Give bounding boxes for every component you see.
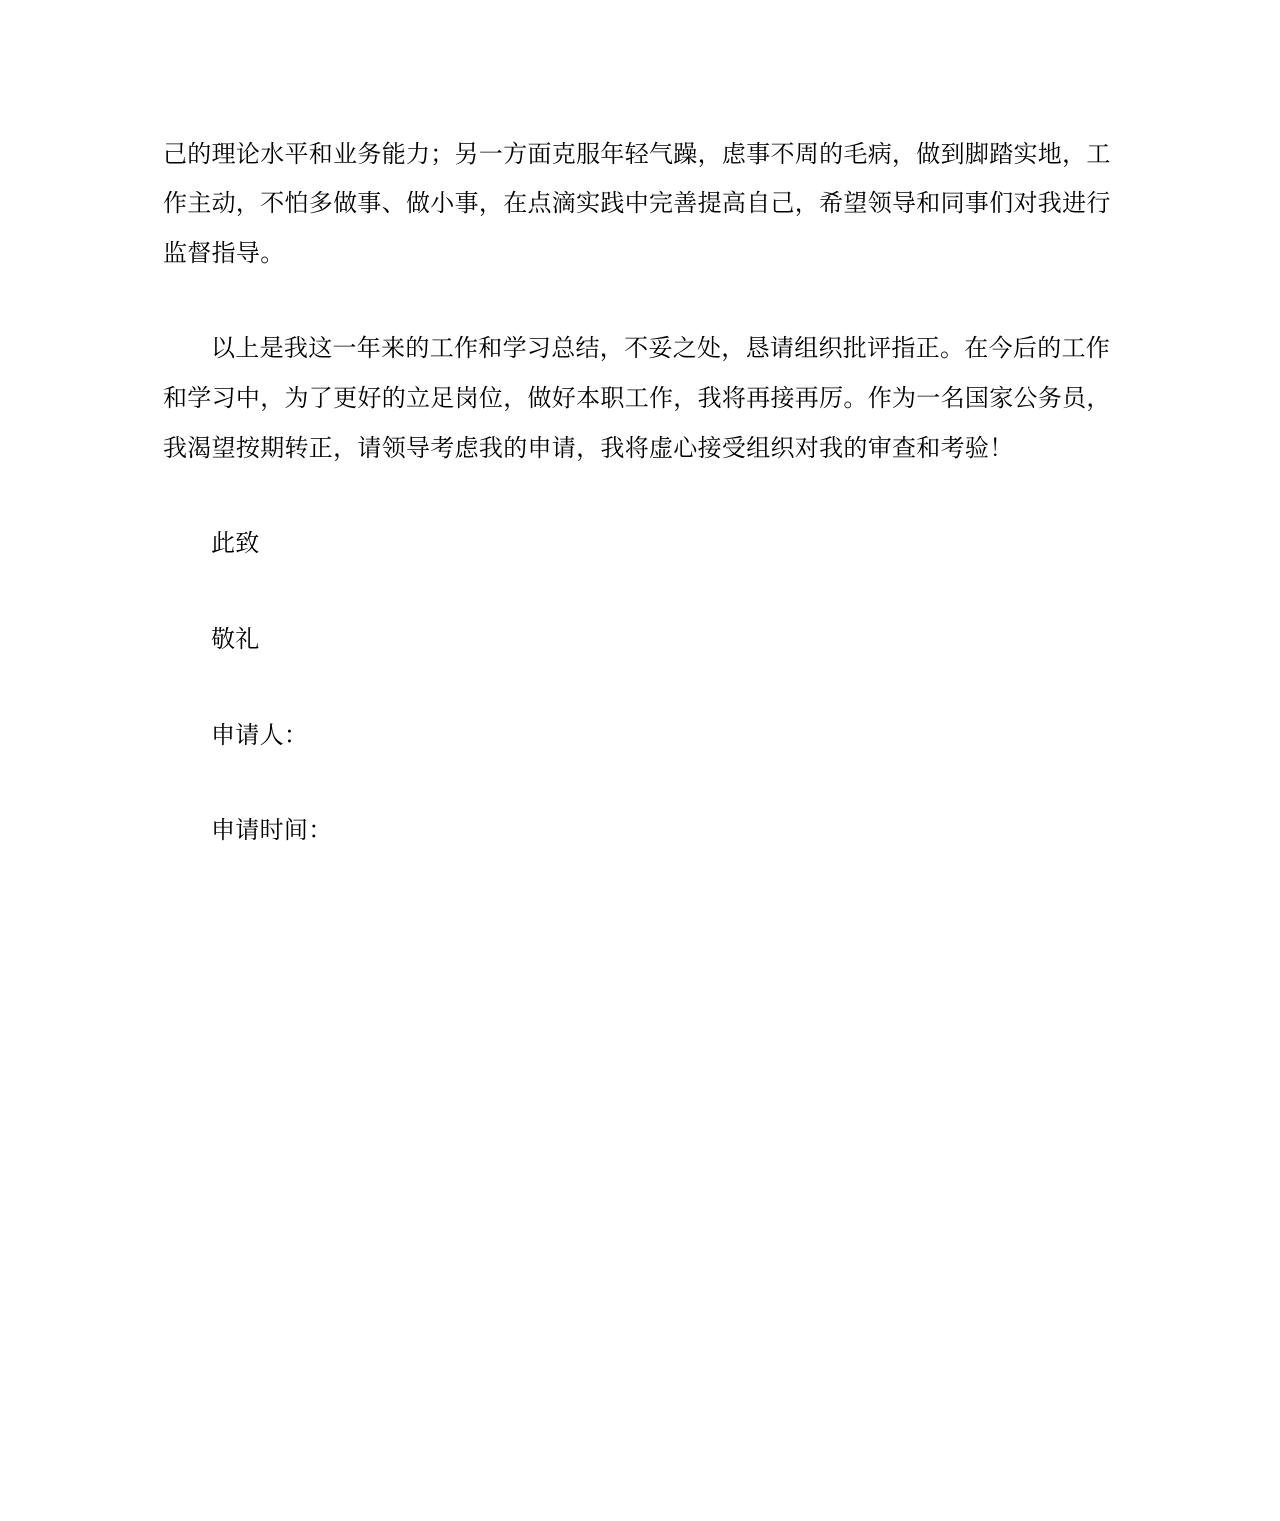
paragraph1-line3: 监督指导。	[163, 239, 285, 267]
paragraph2-line1: 以上是我这一年来的工作和学习总结，不妥之处，恳请组织批评指正。在今后的工作	[211, 334, 1111, 362]
applicant-label: 申请人：	[211, 721, 309, 749]
closing-salutation: 此致	[211, 529, 260, 557]
paragraph2-line3: 我渴望按期转正，请领导考虑我的申请，我将虚心接受组织对我的审查和考验！	[163, 434, 1014, 462]
application-date-label: 申请时间：	[211, 816, 333, 844]
paragraph1-line1: 己的理论水平和业务能力；另一方面克服年轻气躁，虑事不周的毛病，做到脚踏实地，工	[163, 140, 1111, 168]
closing-regards: 敬礼	[211, 625, 260, 653]
paragraph2-line2: 和学习中，为了更好的立足岗位，做好本职工作，我将再接再厉。作为一名国家公务员，	[163, 384, 1111, 412]
paragraph1-line2: 作主动，不怕多做事、做小事，在点滴实践中完善提高自己，希望领导和同事们对我进行	[163, 189, 1111, 217]
